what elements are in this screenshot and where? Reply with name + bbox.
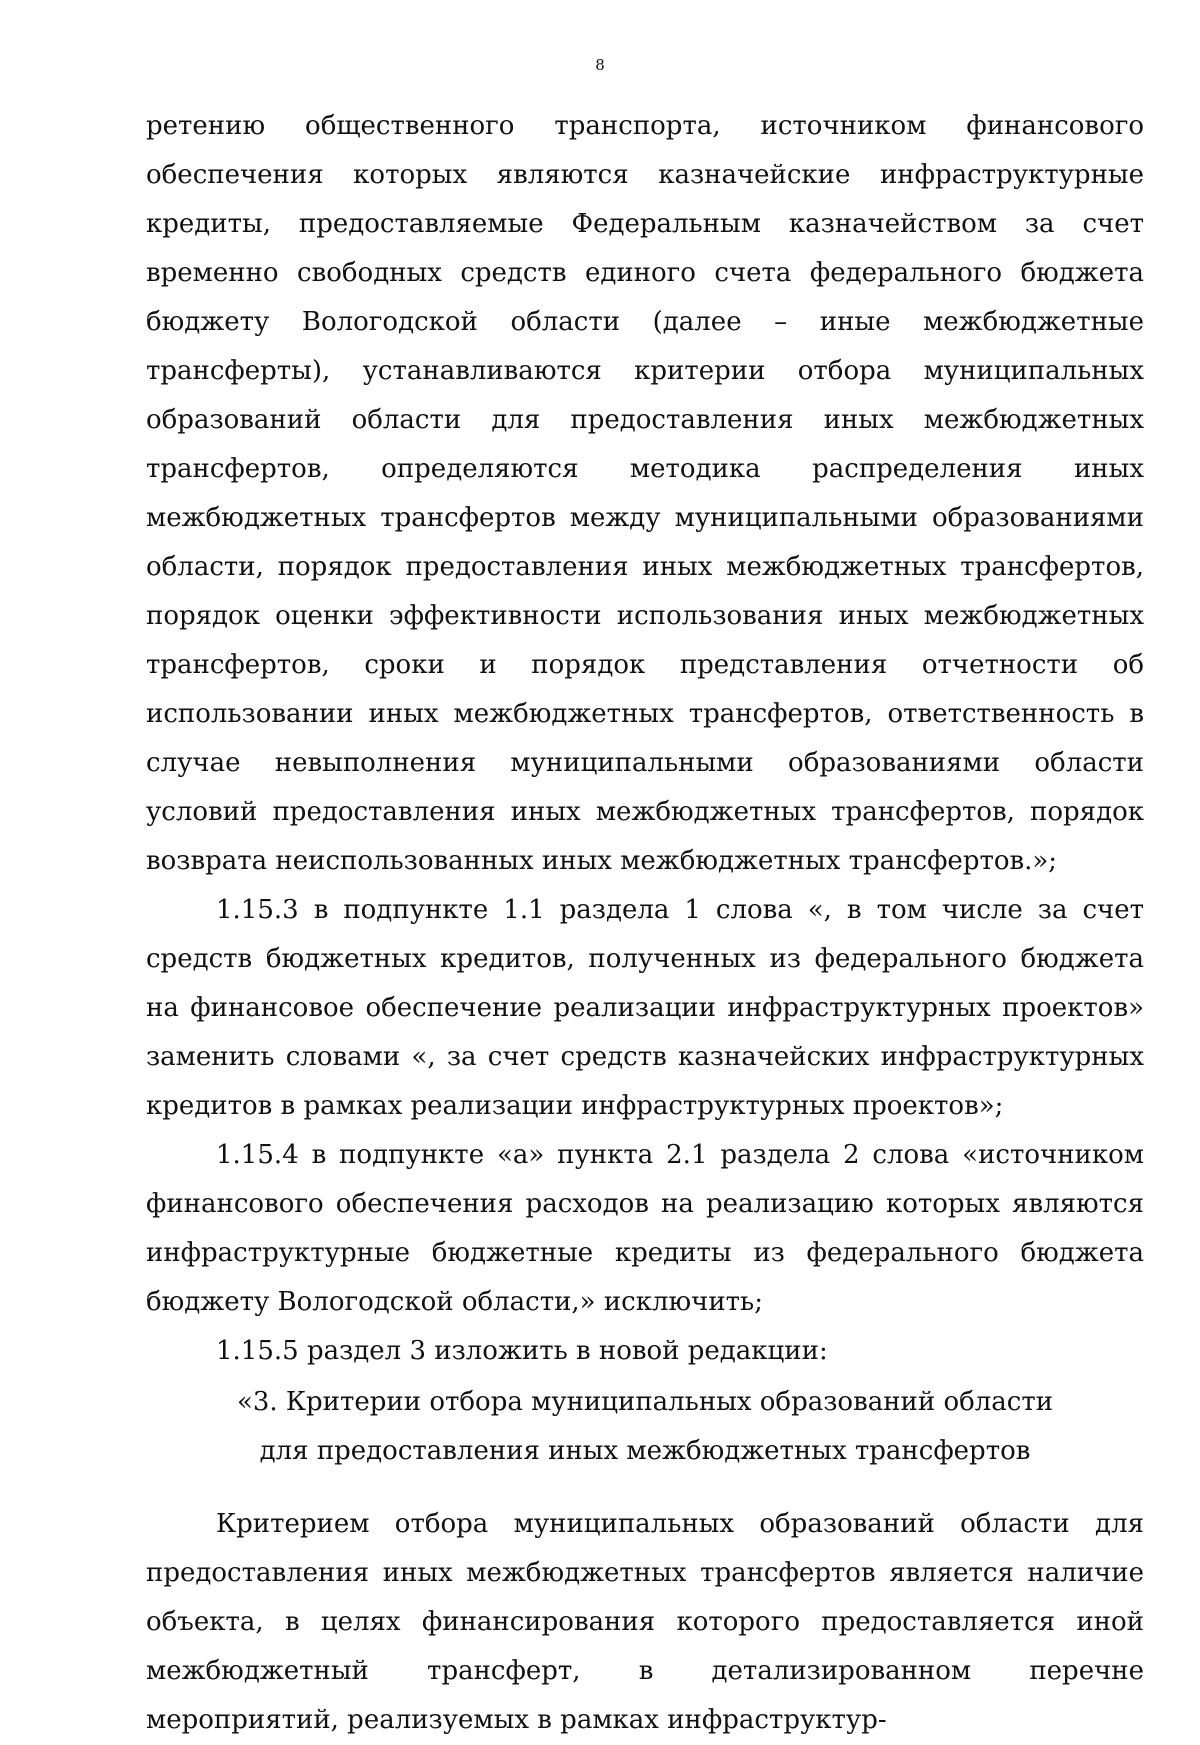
paragraph-1-15-5: 1.15.5 раздел 3 изложить в новой редакции: xyxy=(216,1336,828,1366)
page-number: 8 xyxy=(595,56,605,74)
paragraph-continuation: ретению общественного транспорта, источником финансового обеспечения которых являются казначейские инфраструктурные кредиты, предоставляемые Федеральным казначейством за счет временно свободных средств единого счета федерального бюджета бюджету Вологодской области (далее – иные межбюджетные трансферты), устанавливаются критерии отбора муниципальных образований области для предоставления иных межбюджетных трансфертов, определяются методика распределения иных межбюджетных трансфертов между муниципальными образованиями области, порядок предоставления иных межбюджетных трансфертов, порядок оценки эффективности использования иных межбюджетных трансфертов, сроки и порядок представления отчетности об использовании иных межбюджетных трансфертов, ответственность в случае невыполнения муниципальными образованиями области условий предоставления иных межбюджетных трансфертов, порядок возврата неиспользованных иных межбюджетных трансфертов.»; xyxy=(146,111,1144,876)
paragraph-1-15-3: 1.15.3 в подпункте 1.1 раздела 1 слова «, в том числе за счет средств бюджетных кредитов, полученных из федерального бюджета на финансовое обеспечение реализации инфраструктурных проектов» заменить словами «, за счет средств казначейских инфраструктурных кредитов в рамках реализации инфраструктурных проектов»; xyxy=(146,895,1144,1121)
paragraph-1-15-4: 1.15.4 в подпункте «а» пункта 2.1 раздела 2 слова «источником финансового обеспечения расходов на реализацию которых являются инфраструктурные бюджетные кредиты из федерального бюджета бюджету Вологодской области,» исключить; xyxy=(146,1140,1144,1317)
section-spacer xyxy=(146,1476,1144,1500)
section-heading-line-2: для предоставления иных межбюджетных трансфертов xyxy=(259,1436,1031,1466)
section-heading-line-1: «3. Критерии отбора муниципальных образований области xyxy=(236,1387,1054,1417)
document-body xyxy=(146,102,1144,1745)
paragraph-criteria: Критерием отбора муниципальных образований области для предоставления иных межбюджетных трансфертов является наличие объекта, в целях финансирования которого предоставляется иной межбюджетный трансферт, в детализированном перечне мероприятий, реализуемых в рамках инфраструктур- xyxy=(146,1509,1144,1735)
section-heading xyxy=(146,1376,1144,1476)
